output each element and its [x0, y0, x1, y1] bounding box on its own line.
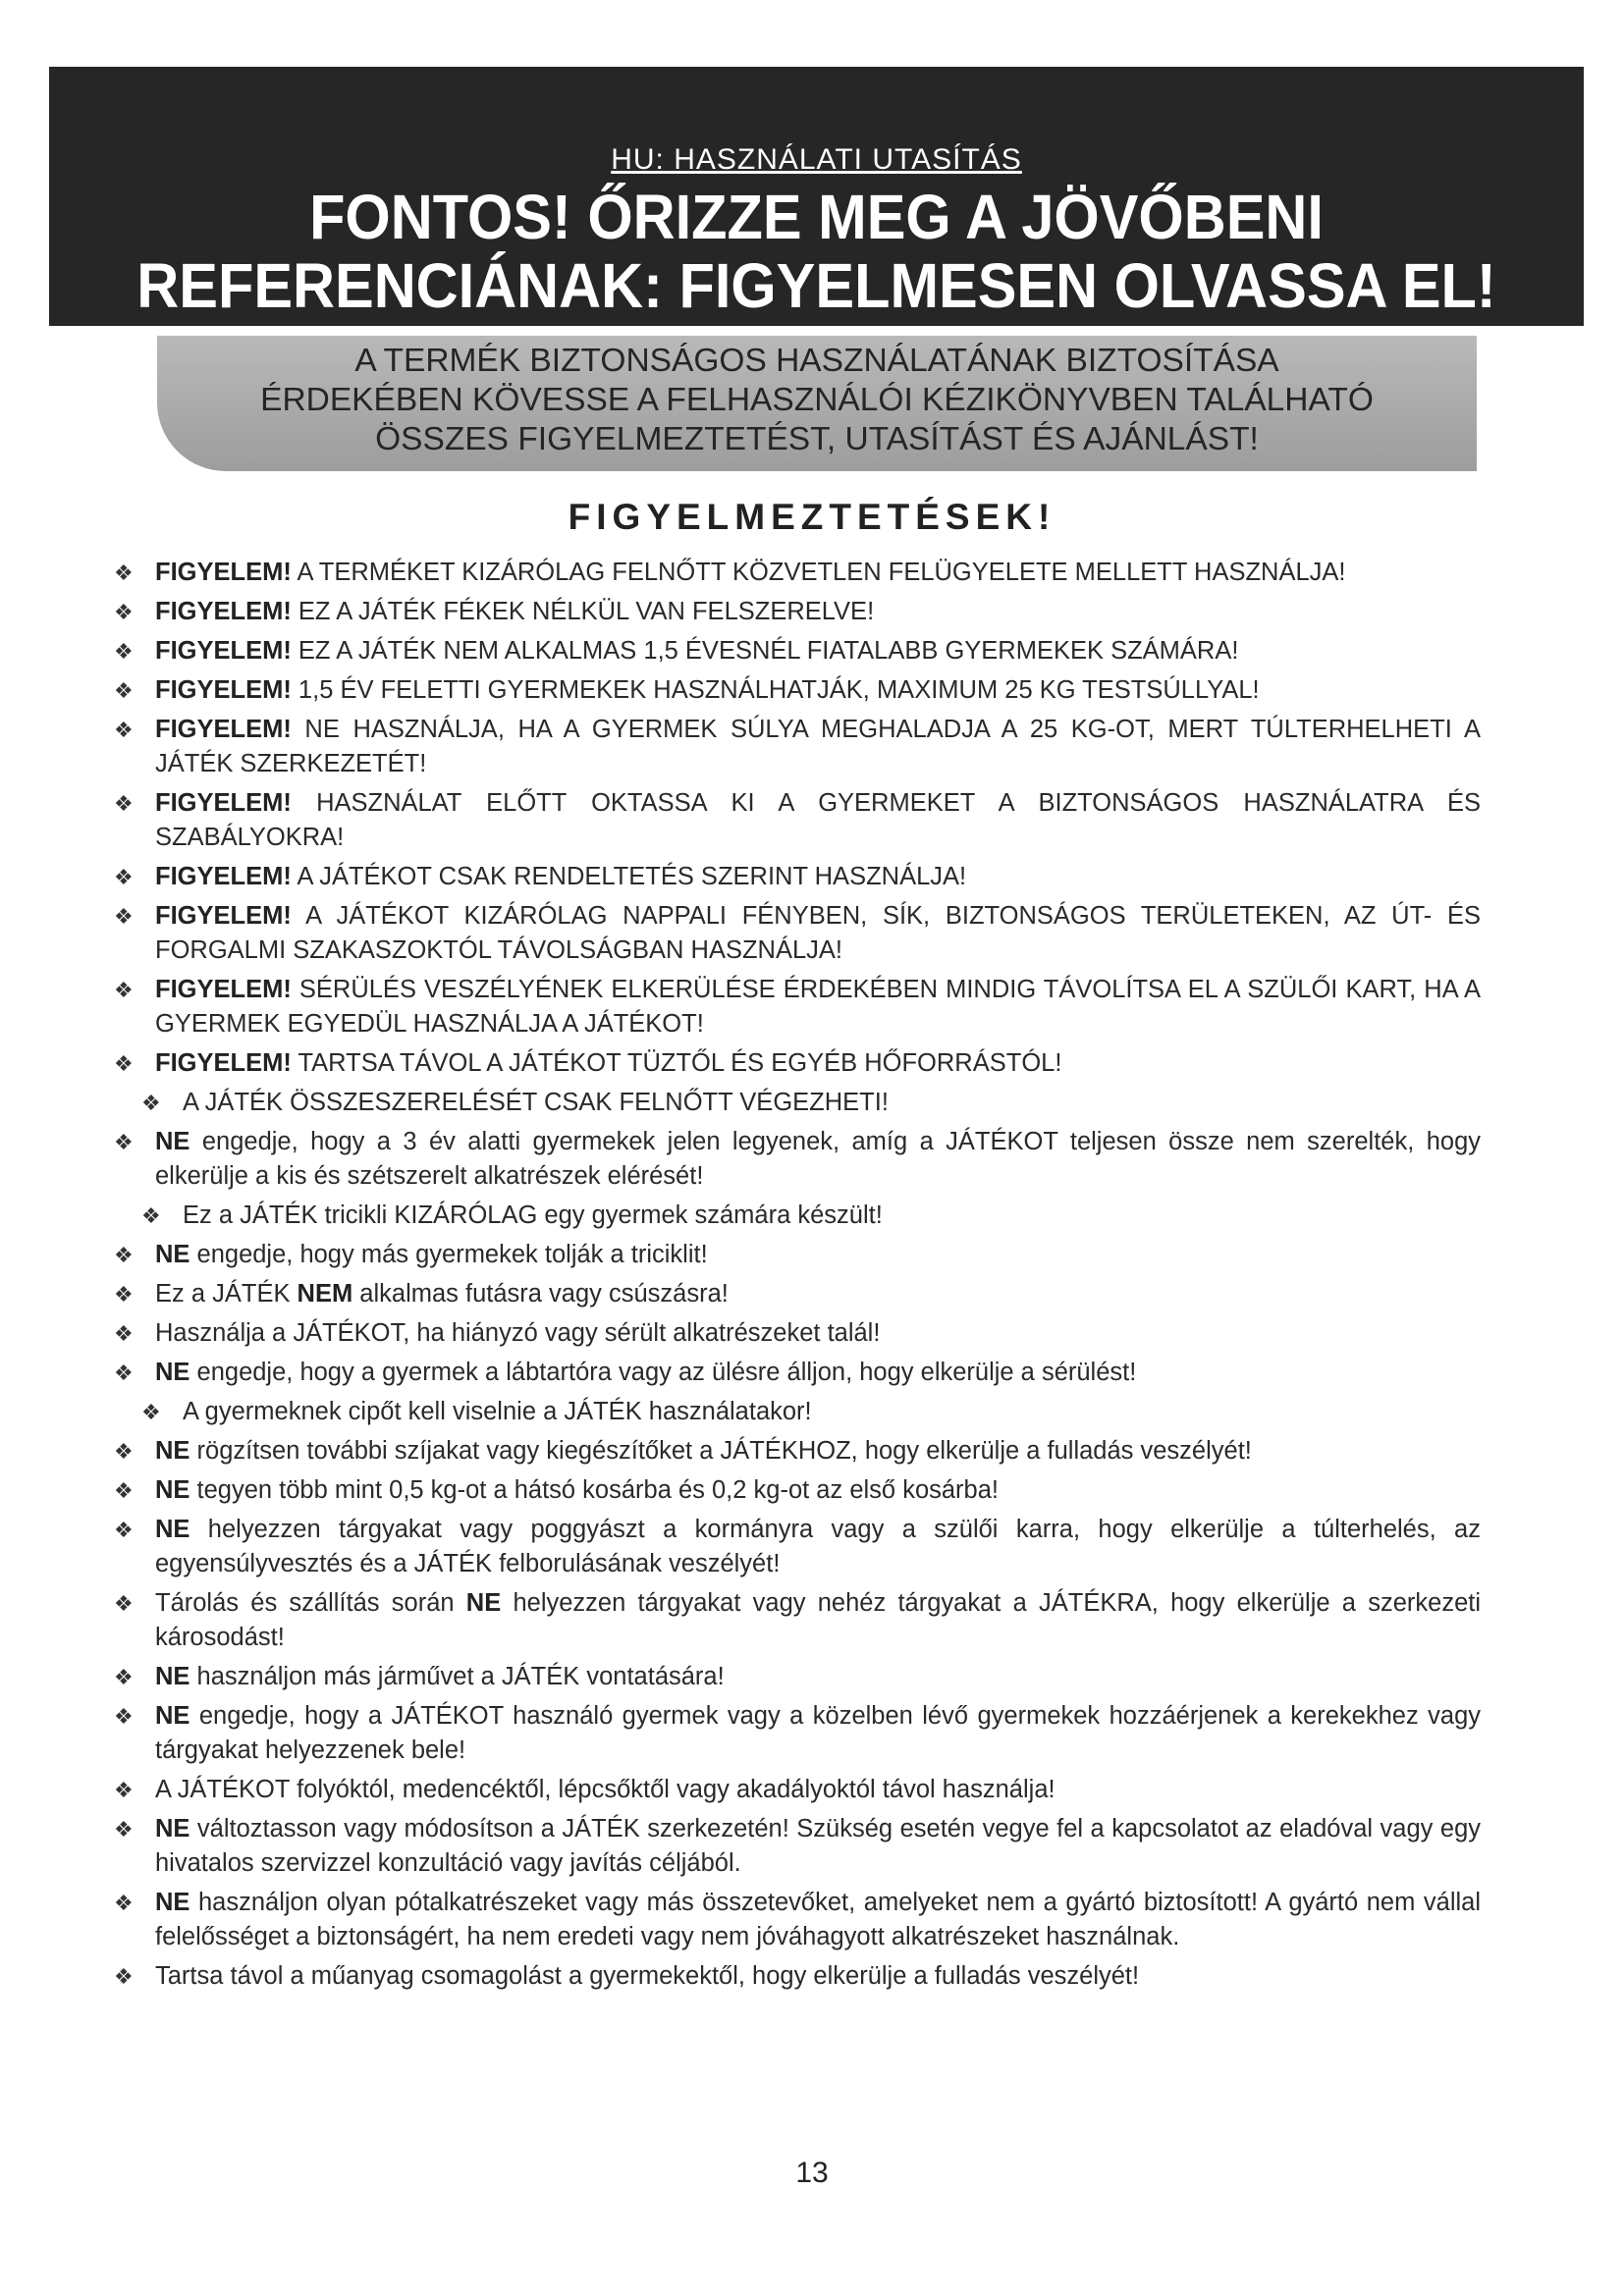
warning-text: helyezzen tárgyakat vagy nehéz tárgyakat a JÁTÉKRA, hogy elkerülje a szerkezeti károsodást! [155, 1589, 1481, 1651]
diamond-dots-icon: ❖ [114, 718, 134, 742]
warning-text: A JÁTÉKOT CSAK RENDELTETÉS SZERINT HASZNÁLJA! [291, 863, 967, 890]
diamond-dots-icon: ❖ [114, 1130, 134, 1154]
warning-emphasis: NEM [297, 1280, 353, 1308]
warning-item [114, 673, 1481, 708]
diamond-dots-icon: ❖ [114, 1361, 134, 1385]
warning-text: TARTSA TÁVOL A JÁTÉKOT TÜZTŐL ÉS EGYÉB HŐFORRÁSTÓL! [291, 1049, 1062, 1077]
diamond-dots-icon: ❖ [114, 1665, 134, 1689]
warning-item [114, 1699, 1481, 1768]
warning-emphasis: FIGYELEM! [155, 1049, 292, 1077]
diamond-dots-icon: ❖ [114, 1964, 134, 1989]
diamond-dots-icon: ❖ [114, 904, 134, 929]
warning-text: HASZNÁLAT ELŐTT OKTASSA KI A GYERMEKET A BIZTONSÁGOS HASZNÁLATRA ÉS SZABÁLYOKRA! [155, 789, 1481, 851]
diamond-dots-icon: ❖ [114, 1478, 134, 1503]
warning-item [114, 1886, 1481, 1954]
warning-item [114, 1473, 1481, 1508]
diamond-dots-icon: ❖ [114, 1321, 134, 1346]
diamond-dots-icon: ❖ [114, 865, 134, 889]
warning-emphasis: FIGYELEM! [155, 598, 292, 625]
diamond-dots-icon: ❖ [114, 978, 134, 1002]
warning-item [114, 973, 1481, 1041]
diamond-dots-icon: ❖ [114, 639, 134, 664]
warning-text: Ez a JÁTÉK tricikli KIZÁRÓLAG egy gyermek számára készült! [183, 1201, 883, 1229]
warning-emphasis: FIGYELEM! [155, 559, 292, 586]
warning-item [114, 1238, 1481, 1272]
warning-emphasis: NE [155, 1359, 190, 1386]
warning-item [114, 786, 1481, 855]
warning-text: 1,5 ÉV FELETTI GYERMEKEK HASZNÁLHATJÁK, MAXIMUM 25 KG TESTSÚLLYAL! [291, 676, 1260, 704]
warning-text: engedje, hogy más gyermekek tolják a triciklit! [189, 1241, 708, 1268]
warning-text: helyezzen tárgyakat vagy poggyászt a kormányra vagy a szülői karra, hogy elkerülje a túlterhelés, az egyensúlyvesztés és a JÁTÉK felborulásának veszélyét! [155, 1516, 1481, 1577]
diamond-dots-icon: ❖ [114, 600, 134, 624]
diamond-dots-icon: ❖ [114, 678, 134, 703]
warning-emphasis: FIGYELEM! [155, 789, 292, 817]
warning-item [114, 1660, 1481, 1694]
warnings-list [114, 556, 1481, 1999]
safety-notice-box [157, 336, 1477, 471]
warning-item [114, 1434, 1481, 1468]
notice-line-2: ÉRDEKÉBEN KÖVESSE A FELHASZNÁLÓI KÉZIKÖNYVBEN TALÁLHATÓ [260, 382, 1374, 418]
warning-text: használjon olyan pótalkatrészeket vagy más összetevőket, amelyeket nem a gyártó biztosított! A gyártó nem vállal felelősséget a biztonságért, ha nem eredeti vagy nem jóváhagyott alkatrészeket használnak. [155, 1889, 1481, 1950]
warning-text: alkalmas futásra vagy csúszásra! [352, 1280, 729, 1308]
warning-text: A JÁTÉK ÖSSZESZERELÉSÉT CSAK FELNŐTT VÉGEZHETI! [183, 1089, 889, 1116]
diamond-dots-icon: ❖ [114, 1778, 134, 1802]
warning-item [114, 1356, 1481, 1390]
diamond-dots-icon: ❖ [114, 1243, 134, 1267]
warning-item [114, 1959, 1481, 1994]
diamond-dots-icon: ❖ [114, 1591, 134, 1616]
warning-emphasis: NE [465, 1589, 502, 1617]
diamond-dots-icon: ❖ [114, 561, 134, 585]
warning-item [114, 1316, 1481, 1351]
warning-text: rögzítsen további szíjakat vagy kiegészítőket a JÁTÉKHOZ, hogy elkerülje a fulladás veszélyét! [189, 1437, 1252, 1465]
warning-item [141, 1199, 1481, 1233]
warning-text-prefix: Tárolás és szállítás során [155, 1589, 466, 1617]
diamond-dots-icon: ❖ [114, 1439, 134, 1464]
warning-item [114, 1125, 1481, 1194]
warning-text: használjon más járművet a JÁTÉK vontatására! [189, 1663, 725, 1690]
warning-emphasis: FIGYELEM! [155, 637, 292, 665]
diamond-dots-icon: ❖ [141, 1203, 161, 1228]
warning-emphasis: NE [155, 1128, 190, 1155]
warning-item [114, 1513, 1481, 1581]
warning-text: Tartsa távol a műanyag csomagolást a gyermekektől, hogy elkerülje a fulladás veszélyét! [155, 1962, 1140, 1990]
warning-emphasis: FIGYELEM! [155, 676, 292, 704]
main-title-line-2: REFERENCIÁNAK: FIGYELMESEN OLVASSA EL! [136, 250, 1496, 321]
warning-emphasis: FIGYELEM! [155, 863, 292, 890]
diamond-dots-icon: ❖ [114, 1051, 134, 1076]
warning-text: A JÁTÉKOT folyóktól, medencéktől, lépcsőktől vagy akadályoktól távol használja! [155, 1776, 1056, 1803]
main-title [103, 183, 1531, 320]
warning-text: EZ A JÁTÉK NEM ALKALMAS 1,5 ÉVESNÉL FIATALABB GYERMEKEK SZÁMÁRA! [291, 637, 1239, 665]
warning-emphasis: FIGYELEM! [155, 716, 292, 743]
diamond-dots-icon: ❖ [141, 1091, 161, 1115]
warning-text: változtasson vagy módosítson a JÁTÉK szerkezetén! Szükség esetén vegye fel a kapcsolatot az eladóval vagy egy hivatalos szervizzel konzultáció vagy javítás céljából. [155, 1815, 1481, 1877]
warning-item [114, 860, 1481, 894]
warning-text: SÉRÜLÉS VESZÉLYÉNEK ELKERÜLÉSE ÉRDEKÉBEN MINDIG TÁVOLÍTSA EL A SZÜLŐI KART, HA A GYERMEK EGYEDÜL HASZNÁLJA A JÁTÉKOT! [155, 976, 1481, 1038]
diamond-dots-icon: ❖ [114, 1817, 134, 1842]
section-title: FIGYELMEZTETÉSEK! [568, 497, 1056, 537]
warning-item [114, 1773, 1481, 1807]
warning-emphasis: NE [155, 1516, 190, 1543]
diamond-dots-icon: ❖ [114, 1282, 134, 1307]
warning-item [114, 595, 1481, 629]
diamond-dots-icon: ❖ [141, 1400, 161, 1424]
warning-emphasis: NE [155, 1702, 190, 1730]
diamond-dots-icon: ❖ [114, 791, 134, 816]
warning-item [114, 1586, 1481, 1655]
warning-text: A gyermeknek cipőt kell viselnie a JÁTÉK használatakor! [183, 1398, 812, 1425]
warning-emphasis: FIGYELEM! [155, 976, 292, 1003]
warning-text-prefix: Ez a JÁTÉK [155, 1280, 298, 1308]
warning-emphasis: FIGYELEM! [155, 902, 292, 930]
warning-text: engedje, hogy a gyermek a lábtartóra vagy az ülésre álljon, hogy elkerülje a sérülést! [189, 1359, 1137, 1386]
warning-text: NE HASZNÁLJA, HA A GYERMEK SÚLYA MEGHALADJA A 25 KG-OT, MERT TÚLTERHELHETI A JÁTÉK SZERKEZETÉT! [155, 716, 1481, 777]
diamond-dots-icon: ❖ [114, 1518, 134, 1542]
warning-emphasis: NE [155, 1437, 190, 1465]
warning-text: A TERMÉKET KIZÁRÓLAG FELNŐTT KÖZVETLEN FELÜGYELETE MELLETT HASZNÁLJA! [291, 559, 1346, 586]
notice-line-3: ÖSSZES FIGYELMEZTETÉST, UTASÍTÁST ÉS AJÁNLÁST! [375, 421, 1259, 457]
warning-item [114, 1277, 1481, 1311]
warning-text: tegyen több mint 0,5 kg-ot a hátsó kosárba és 0,2 kg-ot az első kosárba! [189, 1476, 999, 1504]
warning-item [114, 1046, 1481, 1081]
warning-emphasis: NE [155, 1476, 190, 1504]
warning-emphasis: NE [155, 1241, 190, 1268]
warning-item [114, 713, 1481, 781]
warning-item [114, 556, 1481, 590]
notice-line-1: A TERMÉK BIZTONSÁGOS HASZNÁLATÁNAK BIZTOSÍTÁSA [354, 343, 1279, 379]
main-title-line-1: FONTOS! ŐRIZZE MEG A JÖVŐBENI [309, 182, 1324, 252]
warning-item [114, 899, 1481, 968]
warning-text: engedje, hogy a 3 év alatti gyermekek jelen legyenek, amíg a JÁTÉKOT teljesen össze nem szerelték, hogy elkerülje a kis és szétszerelt alkatrészek elérését! [155, 1128, 1481, 1190]
page-number: 13 [795, 2157, 829, 2189]
warning-text: A JÁTÉKOT KIZÁRÓLAG NAPPALI FÉNYBEN, SÍK, BIZTONSÁGOS TERÜLETEKEN, AZ ÚT- ÉS FORGALMI SZAKASZOKTÓL TÁVOLSÁGBAN HASZNÁLJA! [155, 902, 1481, 964]
warning-text: EZ A JÁTÉK FÉKEK NÉLKÜL VAN FELSZERELVE! [291, 598, 875, 625]
warning-item [114, 634, 1481, 668]
warning-text: Használja a JÁTÉKOT, ha hiányzó vagy sérült alkatrészeket talál! [155, 1319, 881, 1347]
diamond-dots-icon: ❖ [114, 1891, 134, 1915]
warning-item [141, 1086, 1481, 1120]
warning-emphasis: NE [155, 1663, 190, 1690]
warning-text: engedje, hogy a JÁTÉKOT használó gyermek vagy a közelben lévő gyermekek hozzáérjenek a kerekekhez vagy tárgyakat helyezzenek bele! [155, 1702, 1481, 1764]
header-banner [49, 67, 1584, 326]
warning-item [141, 1395, 1481, 1429]
language-heading: HU: HASZNÁLATI UTASÍTÁS [611, 143, 1022, 176]
warning-emphasis: NE [155, 1815, 190, 1842]
warning-item [114, 1812, 1481, 1881]
warning-emphasis: NE [155, 1889, 190, 1916]
diamond-dots-icon: ❖ [114, 1704, 134, 1729]
